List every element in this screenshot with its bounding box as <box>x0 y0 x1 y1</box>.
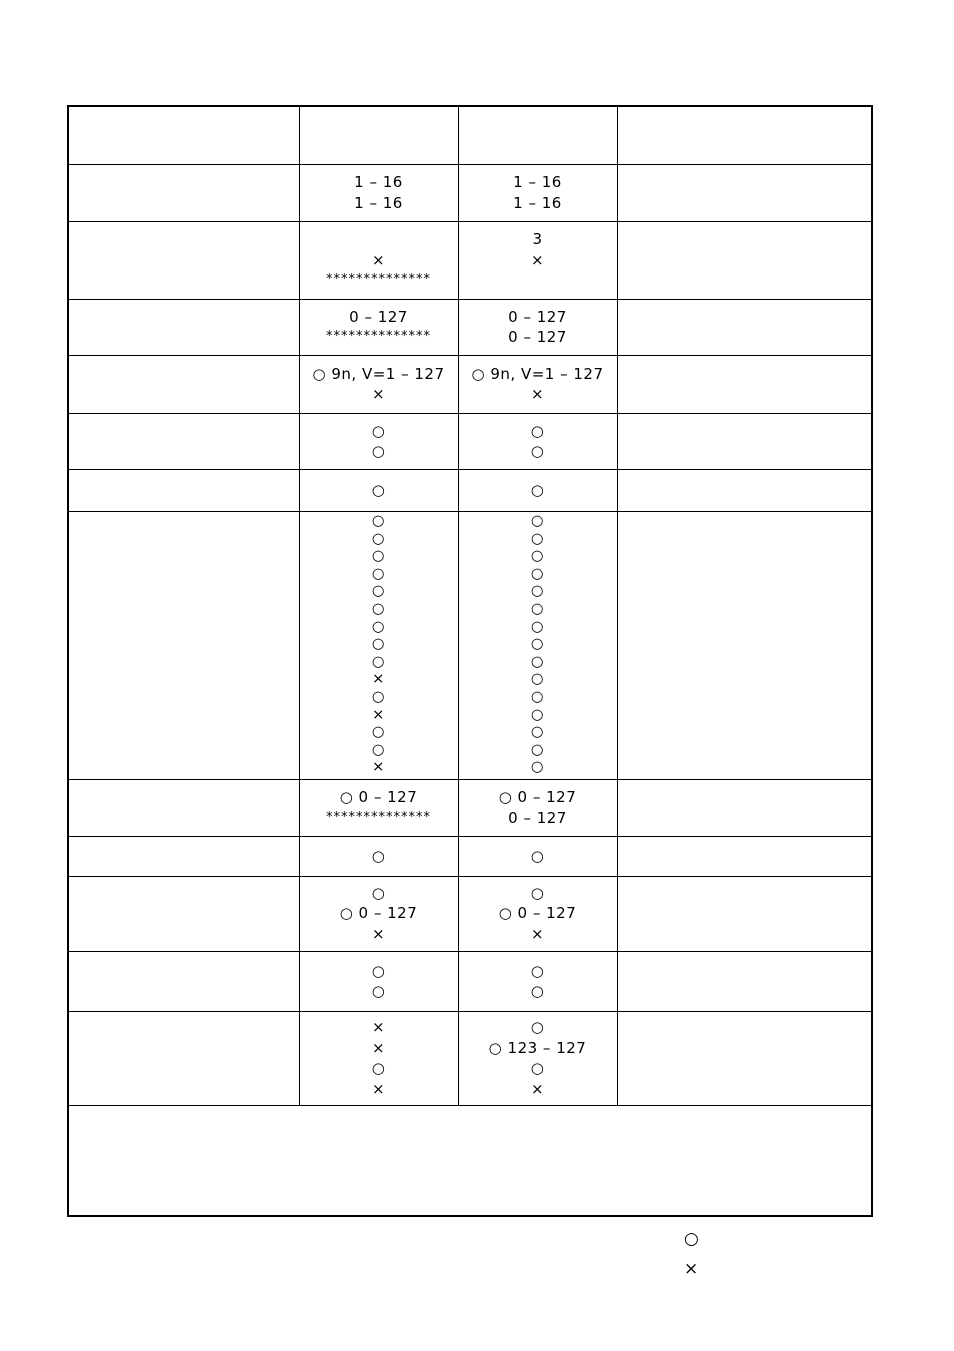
system-real-time-recognized-cell <box>458 951 617 1011</box>
system-common-transmitted-value: ○ <box>371 883 386 902</box>
program-change-transmitted-value: ○ 0 – 127 <box>339 788 418 806</box>
control-change-transmitted-value: × <box>372 671 385 688</box>
system-common-recognized-value: × <box>530 924 545 943</box>
aux-messages-transmitted-value: × <box>371 1038 386 1057</box>
after-touch-recognized-cell <box>458 413 617 469</box>
control-change-recognized-value: ○ <box>530 583 545 600</box>
column-divider <box>617 107 618 1105</box>
system-exclusive-recognized-value: ○ <box>530 846 545 865</box>
pitch-bend-recognized-cell <box>458 469 617 511</box>
row-divider <box>69 1105 871 1106</box>
control-change-recognized-cell <box>458 511 617 779</box>
basic-channel-recognized-cell <box>458 164 617 221</box>
system-real-time-transmitted-value: ○ <box>371 961 386 980</box>
control-change-recognized-value: ○ <box>530 688 545 705</box>
note-number-transmitted-cell <box>299 299 458 355</box>
control-change-transmitted-value: × <box>372 706 385 723</box>
control-change-transmitted-value: ○ <box>371 548 386 565</box>
program-change-recognized-cell <box>458 779 617 836</box>
system-common-transmitted-value: × <box>371 924 386 943</box>
program-change-transmitted-value: ************** <box>326 809 431 825</box>
system-real-time-transmitted-value: ○ <box>371 982 386 1000</box>
aux-messages-transmitted-value: × <box>371 1079 386 1098</box>
control-change-transmitted-value: ○ <box>371 530 386 547</box>
control-change-recognized-value: ○ <box>530 530 545 547</box>
control-change-transmitted-value: ○ <box>371 688 386 705</box>
basic-channel-recognized-value: 1 – 16 <box>513 193 562 212</box>
system-exclusive-recognized-cell <box>458 836 617 876</box>
pitch-bend-recognized-value: ○ <box>530 480 545 499</box>
aux-messages-recognized-cell <box>458 1011 617 1105</box>
control-change-recognized-value: ○ <box>530 618 545 635</box>
control-change-recognized-value: ○ <box>530 724 545 741</box>
control-change-transmitted-value: ○ <box>371 601 386 618</box>
control-change-recognized-value: ○ <box>530 759 545 776</box>
control-change-transmitted-value: × <box>372 759 385 776</box>
control-change-recognized-value: ○ <box>530 565 545 582</box>
legend-no-symbol: × <box>684 1259 699 1279</box>
velocity-recognized-value: × <box>530 385 545 403</box>
note-number-transmitted-value: 0 – 127 <box>349 307 408 326</box>
mode-transmitted-value: × <box>371 250 386 269</box>
after-touch-transmitted-value: ○ <box>371 442 386 460</box>
control-change-transmitted-value: ○ <box>371 565 386 582</box>
control-change-transmitted-value: ○ <box>371 724 386 741</box>
mode-recognized-cell <box>458 221 617 299</box>
aux-messages-recognized-value: ○ 123 – 127 <box>488 1038 587 1057</box>
control-change-recognized-value: ○ <box>530 653 545 670</box>
control-change-transmitted-value: ○ <box>371 653 386 670</box>
basic-channel-transmitted-cell <box>299 164 458 221</box>
velocity-recognized-value: ○ 9n, V=1 – 127 <box>471 364 604 383</box>
aux-messages-recognized-value: ○ <box>530 1018 545 1036</box>
control-change-transmitted-value: ○ <box>371 618 386 635</box>
control-change-recognized-value: ○ <box>530 636 545 653</box>
system-common-recognized-cell <box>458 876 617 951</box>
after-touch-recognized-value: ○ <box>530 442 545 460</box>
control-change-recognized-value: ○ <box>530 706 545 723</box>
velocity-transmitted-value: × <box>371 385 386 403</box>
note-number-recognized-value: 0 – 127 <box>508 328 567 346</box>
control-change-recognized-value: ○ <box>530 601 545 618</box>
system-exclusive-transmitted-value: ○ <box>371 846 386 865</box>
midi-implementation-chart <box>67 105 873 1217</box>
control-change-transmitted-value: ○ <box>371 583 386 600</box>
control-change-recognized-value: ○ <box>530 548 545 565</box>
mode-transmitted-value: ************** <box>326 272 431 288</box>
basic-channel-transmitted-value: 1 – 16 <box>354 193 403 212</box>
system-real-time-recognized-value: ○ <box>530 961 545 980</box>
note-number-recognized-value: 0 – 127 <box>508 307 567 326</box>
aux-messages-recognized-value: ○ <box>530 1059 545 1077</box>
system-common-recognized-value: ○ <box>530 883 545 902</box>
control-change-recognized-value: ○ <box>530 741 545 758</box>
program-change-recognized-value: 0 – 127 <box>508 808 567 827</box>
aux-messages-recognized-value: × <box>530 1079 545 1098</box>
control-change-recognized-value: ○ <box>530 513 545 530</box>
after-touch-transmitted-value: ○ <box>371 421 386 440</box>
pitch-bend-transmitted-value: ○ <box>371 480 386 499</box>
mode-transmitted-cell <box>299 221 458 299</box>
control-change-transmitted-value: ○ <box>371 636 386 653</box>
aux-messages-transmitted-value: × <box>371 1018 386 1036</box>
basic-channel-recognized-value: 1 – 16 <box>513 173 562 191</box>
legend-yes-symbol: ○ <box>684 1229 699 1249</box>
pitch-bend-transmitted-cell <box>299 469 458 511</box>
velocity-recognized-cell <box>458 355 617 413</box>
control-change-transmitted-value: ○ <box>371 741 386 758</box>
control-change-transmitted-value: ○ <box>371 513 386 530</box>
aux-messages-transmitted-value: ○ <box>371 1059 386 1077</box>
velocity-transmitted-value: ○ 9n, V=1 – 127 <box>312 364 445 383</box>
aux-messages-transmitted-cell <box>299 1011 458 1105</box>
after-touch-transmitted-cell <box>299 413 458 469</box>
system-real-time-transmitted-cell <box>299 951 458 1011</box>
note-number-transmitted-value: ************** <box>326 329 431 344</box>
control-change-recognized-value: ○ <box>530 671 545 688</box>
after-touch-recognized-value: ○ <box>530 421 545 440</box>
system-real-time-recognized-value: ○ <box>530 982 545 1000</box>
program-change-transmitted-cell <box>299 779 458 836</box>
basic-channel-transmitted-value: 1 – 16 <box>354 173 403 191</box>
control-change-transmitted-cell <box>299 511 458 779</box>
mode-recognized-value: 3 <box>532 230 543 249</box>
program-change-recognized-value: ○ 0 – 127 <box>498 788 577 806</box>
system-common-transmitted-value: ○ 0 – 127 <box>339 904 418 923</box>
note-number-recognized-cell <box>458 299 617 355</box>
velocity-transmitted-cell <box>299 355 458 413</box>
system-exclusive-transmitted-cell <box>299 836 458 876</box>
mode-recognized-value: × <box>530 250 545 269</box>
system-common-recognized-value: ○ 0 – 127 <box>498 904 577 923</box>
system-common-transmitted-cell <box>299 876 458 951</box>
